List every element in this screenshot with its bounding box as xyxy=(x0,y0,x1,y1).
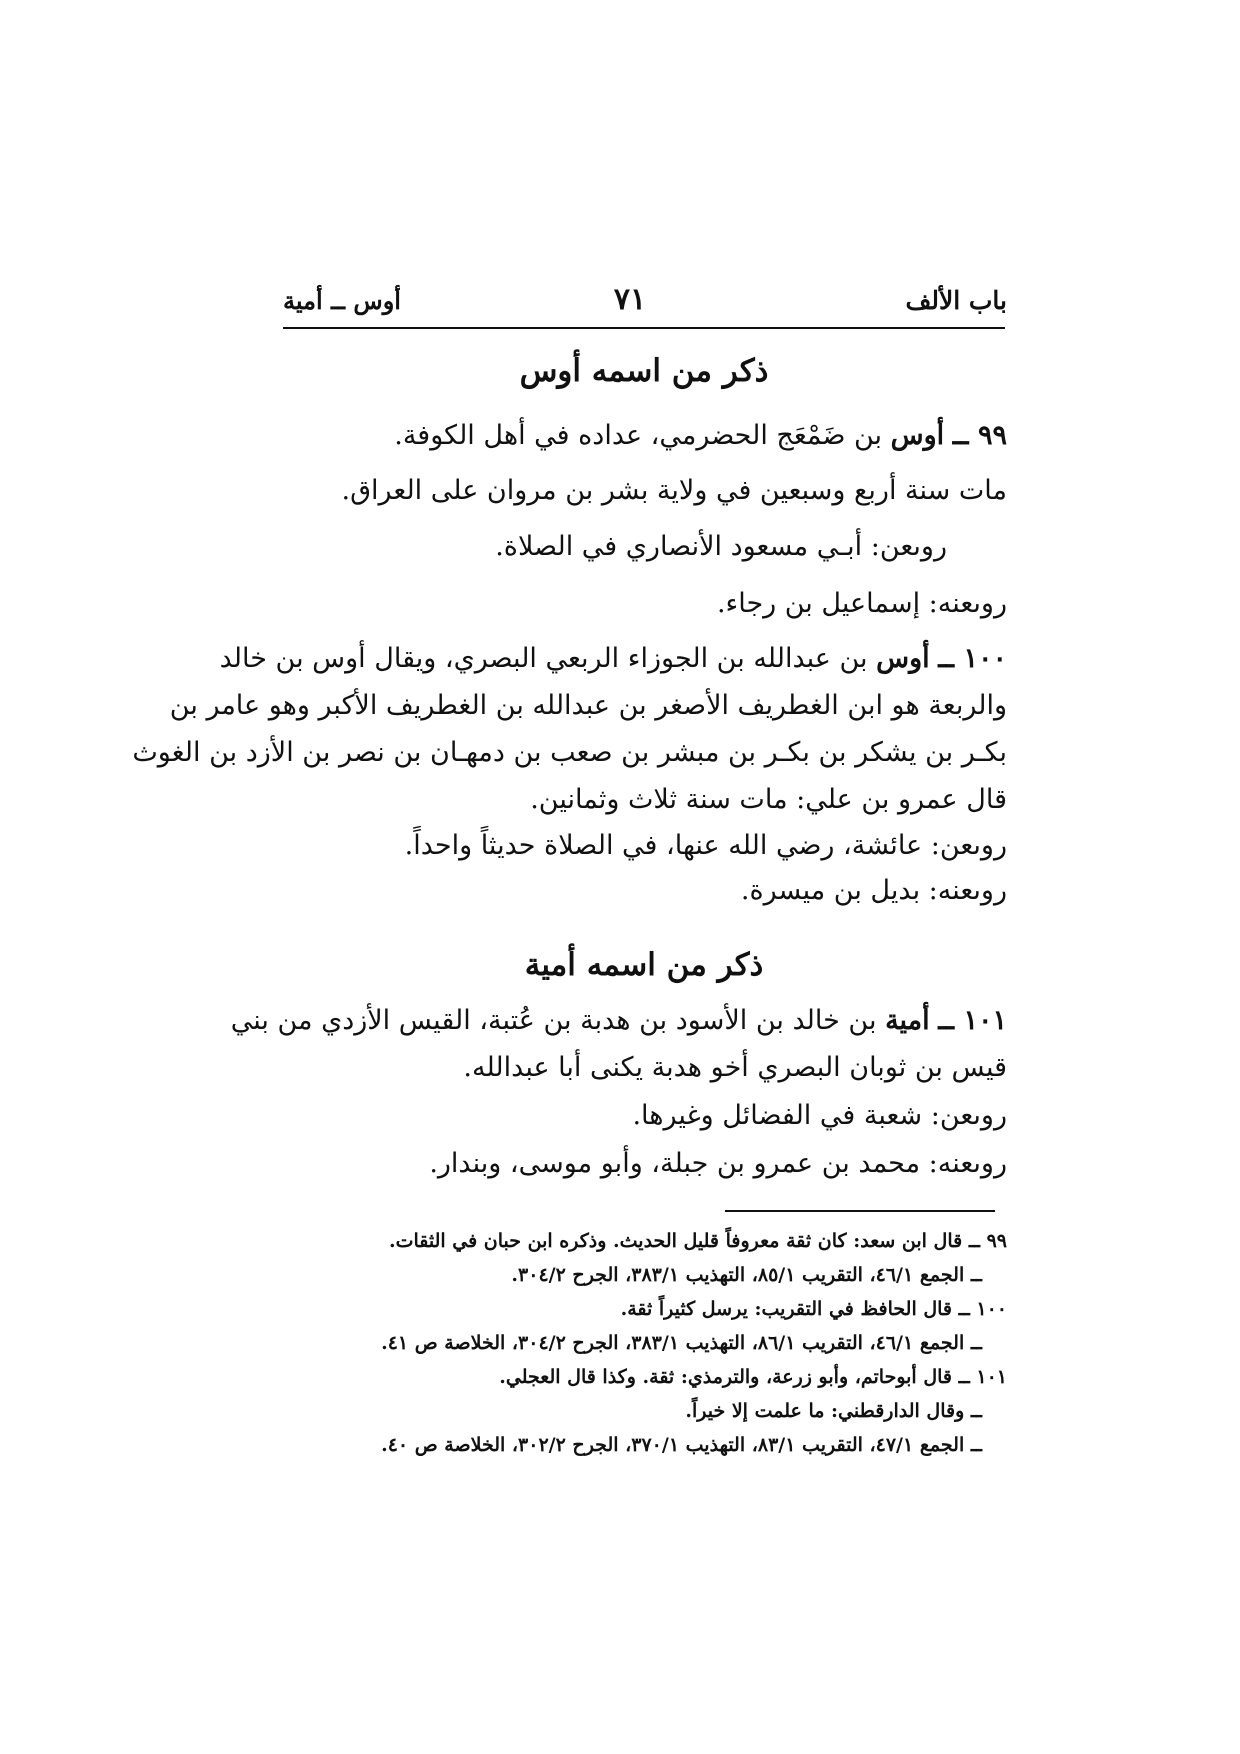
page-number: ٧١ xyxy=(613,282,647,317)
entry-100-line-2: والربعة هو ابن الغطريف الأصغر بن عبدالله بن الغطريف الأكبر وهو عامر بن xyxy=(169,690,1007,721)
entry-100-line-6: روىعنه: بديل بن ميسرة. xyxy=(740,875,1007,906)
footnote-99-sources: ــ الجمع ٤٦/١، التقريب ٨٥/١، التهذيب ٣٨٣/١، الجرح ٣٠٤/٢. xyxy=(511,1264,982,1286)
entry-name: أوس xyxy=(876,643,930,674)
entry-100-line-5: روىعن: عائشة، رضي الله عنها، في الصلاة حديثاً واحداً. xyxy=(404,830,1007,861)
entry-name: أوس xyxy=(890,420,945,451)
entry-name: أمية xyxy=(885,1005,930,1036)
entry-number: ١٠١ ــ xyxy=(938,1005,1007,1036)
running-header-range: أوس ــ أمية xyxy=(283,286,401,315)
section-heading-aws: ذكر من اسمه أوس xyxy=(519,353,769,389)
entry-text: بن عبدالله بن الجوزاء الربعي البصري، ويقال أوس بن خالد xyxy=(219,643,868,674)
section-heading-umayya: ذكر من اسمه أمية xyxy=(524,947,764,983)
entry-101-line-3: روىعن: شعبة في الفضائل وغيرها. xyxy=(632,1100,1007,1131)
entry-99-line-4: روىعنه: إسماعيل بن رجاء. xyxy=(716,588,1007,619)
entry-99-line-3: روىعن: أبـي مسعود الأنصاري في الصلاة. xyxy=(495,531,947,562)
footnote-100: ١٠٠ ــ قال الحافظ في التقريب: يرسل كثيراً ثقة. xyxy=(620,1298,1007,1320)
entry-99-line-1 xyxy=(394,420,1007,451)
footnote-101: ١٠١ ــ قال أبوحاتم، وأبو زرعة، والترمذي: ثقة. وكذا قال العجلي. xyxy=(499,1366,1007,1388)
header-rule xyxy=(283,327,1005,329)
entry-text: بن ضَمْعَج الحضرمي، عداده في أهل الكوفة. xyxy=(394,420,883,451)
entry-99-line-2: مات سنة أربع وسبعين في ولاية بشر بن مروان على العراق. xyxy=(341,475,1007,506)
footnote-99: ٩٩ ــ قال ابن سعد: كان ثقة معروفاً قليل الحديث. وذكره ابن حبان في الثقات. xyxy=(388,1230,1007,1252)
entry-101-line-1 xyxy=(230,1005,1007,1036)
running-header-chapter: باب الألف xyxy=(905,286,1007,315)
entry-101-line-2: قيس بن ثوبان البصري أخو هدبة يكنى أبا عبدالله. xyxy=(463,1052,1007,1083)
entry-number: ١٠٠ ــ xyxy=(938,643,1007,674)
footnote-rule xyxy=(725,1210,995,1212)
entry-number: ٩٩ ــ xyxy=(952,420,1007,451)
footnote-100-sources: ــ الجمع ٤٦/١، التقريب ٨٦/١، التهذيب ٣٨٣/١، الجرح ٣٠٤/٢، الخلاصة ص ٤١. xyxy=(381,1332,982,1354)
entry-100-line-4: قال عمرو بن علي: مات سنة ثلاث وثمانين. xyxy=(530,784,1007,815)
entry-100-line-3: بكـر بن يشكر بن بكـر بن مبشر بن صعب بن دمهـان بن نصر بن الأزد بن الغوث xyxy=(132,737,1007,768)
entry-text: بن خالد بن الأسود بن هدبة بن عُتبة، القيس الأزدي من بني xyxy=(230,1005,877,1036)
entry-101-line-4: روىعنه: محمد بن عمرو بن جبلة، وأبو موسى، وبندار. xyxy=(429,1148,1007,1179)
footnote-101-sources: ــ الجمع ٤٧/١، التقريب ٨٣/١، التهذيب ٣٧٠/١، الجرح ٣٠٢/٢، الخلاصة ص ٤٠. xyxy=(381,1434,982,1456)
entry-100-line-1 xyxy=(219,643,1007,674)
footnote-101-note: ــ وقال الدارقطني: ما علمت إلا خيراً. xyxy=(685,1400,982,1422)
